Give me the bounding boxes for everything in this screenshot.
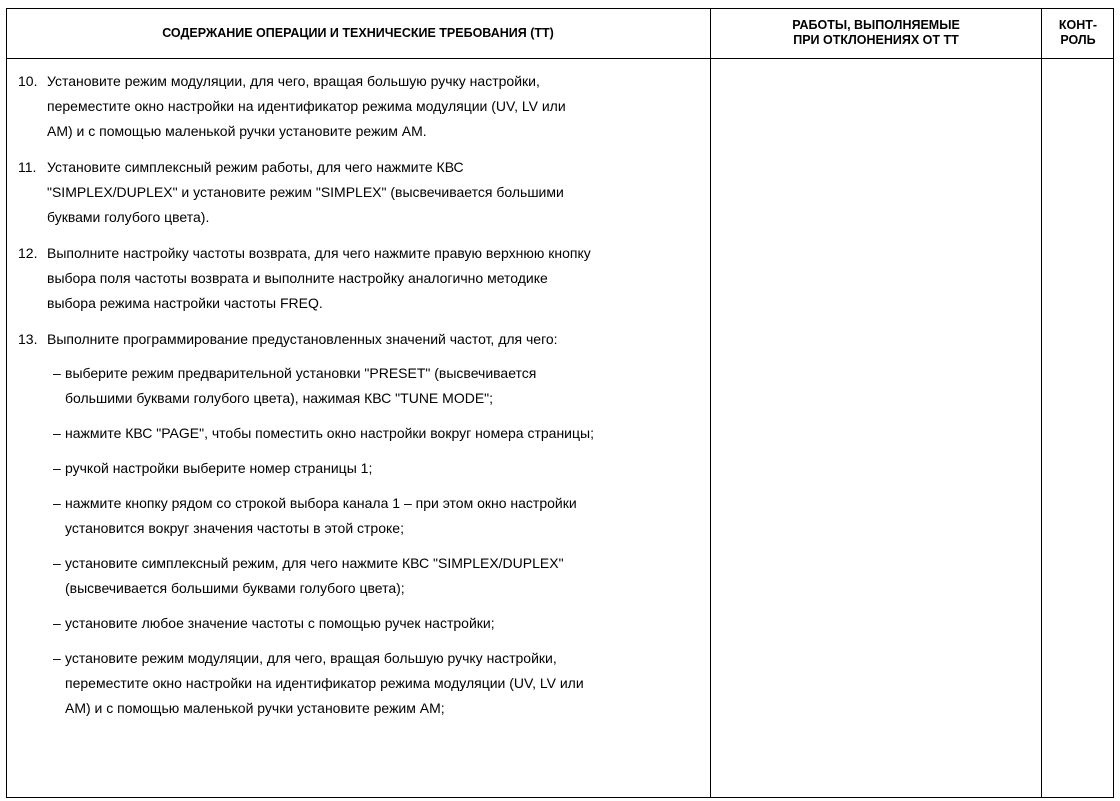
step-line: переместите окно настройки на идентификатор режима модуляции (UV, LV или [47, 98, 566, 114]
step-item-11 [18, 155, 706, 230]
step-line: Установите симплексный режим работы, для чего нажмите КВС [47, 159, 464, 175]
substep-dash: – [53, 615, 61, 631]
header-cell-content [6, 8, 710, 58]
step-line: "SIMPLEX/DUPLEX" и установите режим "SIMPLEX" (высвечивается большими [47, 184, 564, 200]
header-cell-control [1042, 8, 1114, 58]
step-number: 12. [18, 245, 38, 261]
column-divider-2 [1041, 8, 1042, 798]
substep-item-5 [47, 551, 706, 601]
substep-line: установите симплексный режим, для чего нажмите КВС "SIMPLEX/DUPLEX" [65, 555, 564, 571]
substep-item-4 [47, 491, 706, 541]
substep-line: нажмите КВС "PAGE", чтобы поместить окно настройки вокруг номера страницы; [65, 425, 594, 441]
step-line: выбора режима настройки частоты FREQ. [47, 295, 323, 311]
substep-line: переместите окно настройки на идентификатор режима модуляции (UV, LV или [65, 675, 584, 691]
substep-line: нажмите кнопку рядом со строкой выбора канала 1 – при этом окно настройки [65, 495, 577, 511]
substep-item-2 [47, 421, 706, 446]
substep-item-3 [47, 456, 706, 481]
substep-line: большими буквами голубого цвета), нажимая КВС "TUNE MODE"; [65, 390, 494, 406]
step-item-10 [18, 69, 706, 144]
step-line: Выполните программирование предустановленных значений частот, для чего: [47, 331, 558, 347]
substep-item-1 [47, 361, 706, 411]
substep-dash: – [53, 555, 61, 571]
operation-content [18, 69, 706, 731]
substep-dash: – [53, 495, 61, 511]
step-number: 11. [18, 159, 37, 175]
substep-line: выберите режим предварительной установки "PRESET" (высвечивается [65, 365, 537, 381]
step-line: буквами голубого цвета). [47, 209, 210, 225]
header-title-control: КОНТ- РОЛЬ [1058, 18, 1098, 47]
step-item-13 [18, 327, 706, 352]
step-line: выбора поля частоты возврата и выполните настройку аналогично методике [47, 270, 548, 286]
substep-item-7 [47, 646, 706, 721]
substep-dash: – [53, 650, 61, 666]
header-divider [6, 58, 1114, 59]
substep-line: (высвечивается большими буквами голубого цвета); [65, 580, 405, 596]
step-number: 13. [18, 331, 38, 347]
substep-line: установится вокруг значения частоты в этой строке; [65, 520, 404, 536]
step-line: Выполните настройку частоты возврата, для чего нажмите правую верхнюю кнопку [47, 245, 591, 261]
substep-dash: – [53, 460, 61, 476]
substep-line: AM) и с помощью маленькой ручки установите режим AM; [65, 700, 445, 716]
column-divider-1 [710, 8, 711, 798]
substep-dash: – [53, 425, 61, 441]
substep-line: ручкой настройки выберите номер страницы 1; [65, 460, 373, 476]
header-cell-deviations [711, 8, 1041, 58]
step-line: Установите режим модуляции, для чего, вращая большую ручку настройки, [47, 73, 540, 89]
step-line: AM) и с помощью маленькой ручки установите режим AM. [47, 123, 427, 139]
header-title-deviations: РАБОТЫ, ВЫПОЛНЯЕМЫЕ ПРИ ОТКЛОНЕНИЯХ ОТ ТТ [792, 18, 960, 47]
substep-line: установите режим модуляции, для чего, вращая большую ручку настройки, [65, 650, 557, 666]
substep-line: установите любое значение частоты с помощью ручек настройки; [65, 615, 495, 631]
header-title-content: СОДЕРЖАНИЕ ОПЕРАЦИИ И ТЕХНИЧЕСКИЕ ТРЕБОВАНИЯ (ТТ) [162, 25, 554, 40]
substep-item-6 [47, 611, 706, 636]
substep-dash: – [53, 365, 61, 381]
step-number: 10. [18, 73, 38, 89]
step-item-12 [18, 241, 706, 316]
